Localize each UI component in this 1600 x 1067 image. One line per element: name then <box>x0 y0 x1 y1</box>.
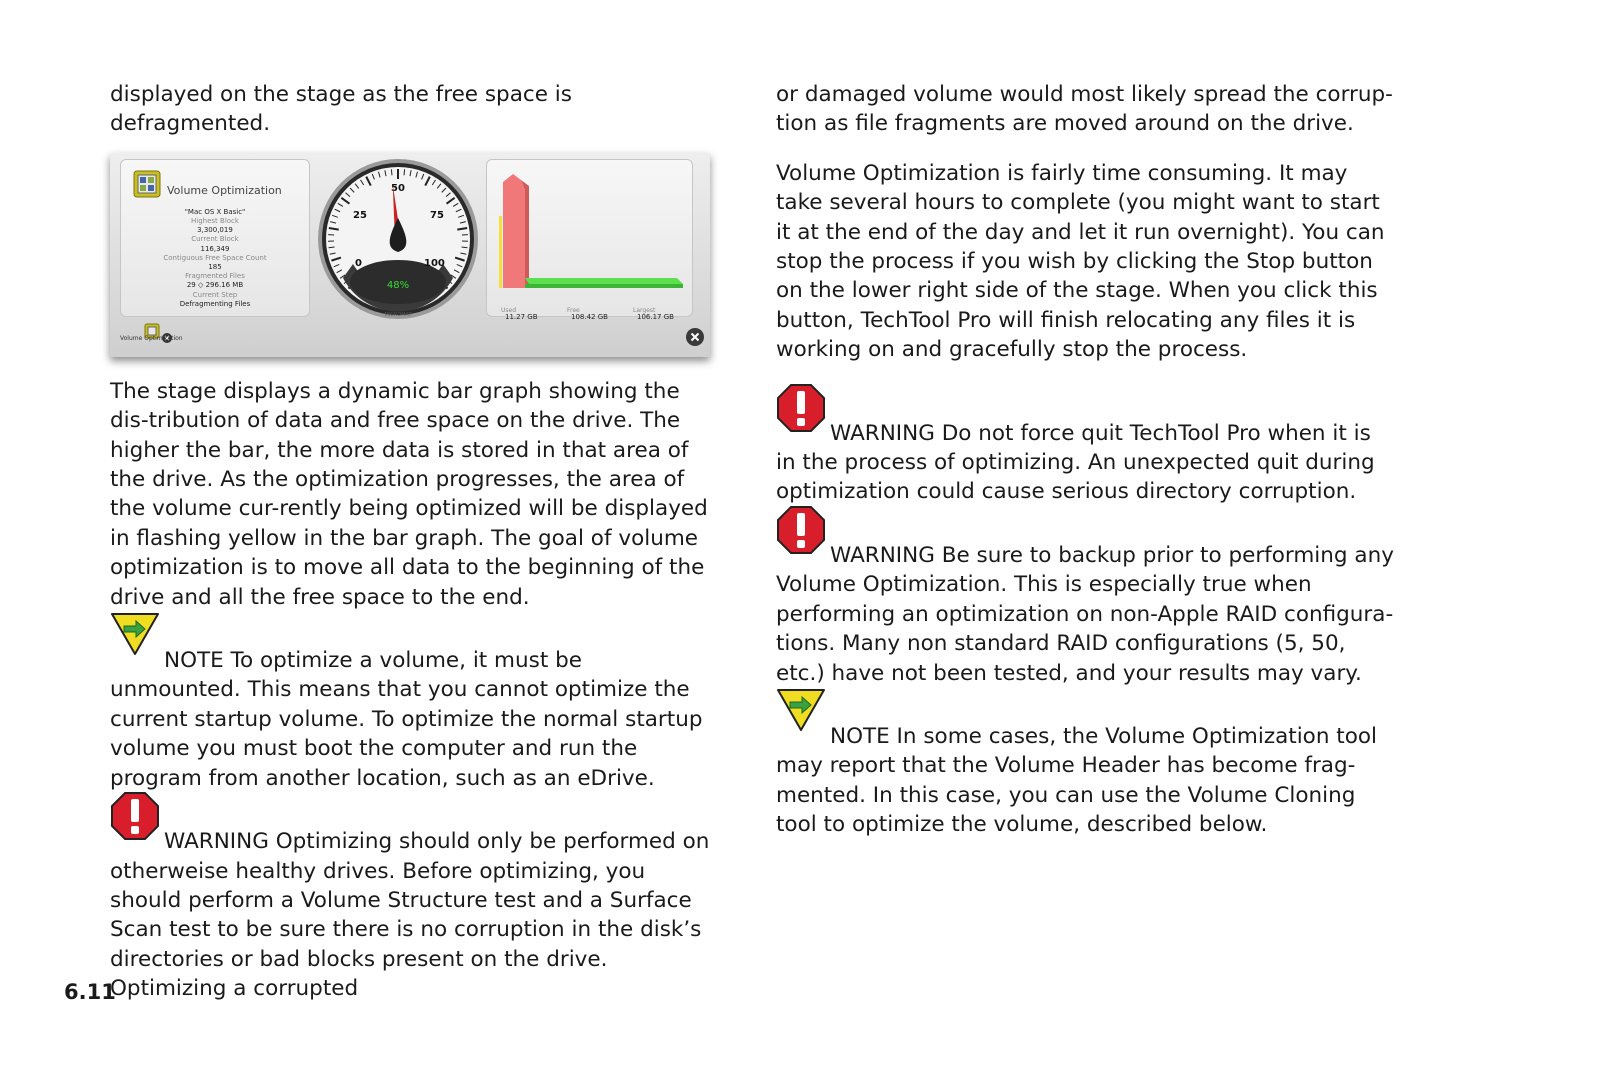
current-step-value: Defragmenting Files <box>179 299 251 308</box>
stop-button[interactable] <box>686 328 704 346</box>
gauge-brand: MICROMAT <box>384 311 412 318</box>
largest-value: 106.17 GB <box>637 312 674 321</box>
left-column <box>110 80 710 1004</box>
gauge-tick <box>404 169 405 175</box>
warning-callout <box>776 419 1396 507</box>
dock-label: Volume Optimization <box>120 335 183 343</box>
fragmented-label: Fragmented Files <box>185 272 245 281</box>
note-arrow-icon <box>776 686 826 736</box>
volume-name: "Mac OS X Basic" <box>184 207 246 216</box>
free-value: 108.42 GB <box>571 312 608 321</box>
gauge-percent: 48% <box>386 279 410 291</box>
warning-text: WARNING Be sure to backup prior to performing any Volume Optimization. This is especially true when performing an optimization on non-Apple RAID configura-tions. Many non standard RAID configurations (5, 50, etc.) have not been tested, and your results may vary. <box>776 542 1394 686</box>
volume-optimization-tool-icon <box>133 170 161 198</box>
gauge-tick-label: 100 <box>424 257 445 269</box>
panel-title: Volume Optimization <box>167 183 282 197</box>
highest-block-label: Highest Block <box>191 217 239 226</box>
warning-text: WARNING Optimizing should only be performed on otherweise healthy drives. Before optimizing, you should perform a Volume Structure test and a Surface Scan test to be sure there is no corruption in the disk’s directories or bad blocks present on the drive. Optimizing a corrupted <box>110 829 710 1002</box>
warning-callout <box>776 541 1396 688</box>
info-panel <box>120 159 310 317</box>
gauge-tick <box>391 169 392 175</box>
note-text: NOTE In some cases, the Volume Optimization tool may report that the Volume Header has become frag-mented. In this case, you can use the Volume Cloning tool to optimize the volume, described below. <box>776 723 1378 838</box>
note-arrow-icon <box>110 610 160 660</box>
used-value: 11.27 GB <box>505 312 538 321</box>
gauge-tick-label: 0 <box>355 257 362 269</box>
bar-graph-panel <box>486 159 693 321</box>
note-callout <box>110 646 710 793</box>
free-label: Free <box>567 306 580 314</box>
warning-callout <box>110 827 710 1003</box>
stage-description-paragraph: The stage displays a dynamic bar graph showing the dis-tribution of data and free space on the drive. The higher the bar, the more data is stored in that area of the drive. As the optimization progresses, the area of the volume cur-rently being optimized will be displayed in flashing yellow in the bar graph. The goal of volume optimization is to move all data to the beginning of the drive and all the free space to the end. <box>110 378 708 610</box>
used-label: Used <box>501 306 517 314</box>
gauge-tick-label: 25 <box>353 209 367 221</box>
note-callout <box>776 722 1396 840</box>
largest-label: Largest <box>633 306 656 314</box>
contiguous-value: 185 <box>208 263 222 272</box>
volume-optimization-screenshot <box>110 153 710 357</box>
warning-exclamation-icon <box>776 505 826 555</box>
progress-gauge <box>315 156 481 322</box>
warning-exclamation-icon <box>776 383 826 433</box>
current-block-label: Current Block <box>191 235 239 244</box>
gauge-tick-label: 50 <box>391 182 405 194</box>
time-consuming-paragraph: Volume Optimization is fairly time consuming. It may take several hours to complete (you might want to start it at the end of the day and let it run overnight). You can stop the process if you wish by clicking the Stop button on the lower right side of the stage. When you click this button, TechTool Pro will finish relocating any files it is working on and gracefully stop the process. <box>776 160 1385 363</box>
gauge-tick-label: 75 <box>430 209 444 221</box>
contiguous-label: Contiguous Free Space Count <box>163 253 267 262</box>
page-number: 6.11 <box>64 980 116 1004</box>
volume-stats <box>121 208 309 309</box>
right-column <box>776 80 1396 840</box>
fragmented-value: 29 ◇ 296.16 MB <box>186 281 244 290</box>
note-text: NOTE To optimize a volume, it must be unmounted. This means that you cannot optimize the current startup volume. To optimize the normal startup volume you must boot the computer and run the program from another location, such as an eDrive. <box>110 648 703 791</box>
warning-text: WARNING Do not force quit TechTool Pro when it is in the process of optimizing. An unexpected quit during optimization could cause serious directory corruption. <box>776 420 1375 505</box>
current-block-value: 116,349 <box>200 244 230 253</box>
intro-line: displayed on the stage as the free space is defragmented. <box>110 82 572 137</box>
highest-block-value: 3,300,019 <box>197 226 233 235</box>
warning-exclamation-icon <box>110 791 160 841</box>
continuation-paragraph: or damaged volume would most likely spread the corrup-tion as file fragments are moved around on the drive. <box>776 82 1393 137</box>
distribution-bar-graph <box>487 160 692 316</box>
current-step-label: Current Step <box>192 290 238 299</box>
